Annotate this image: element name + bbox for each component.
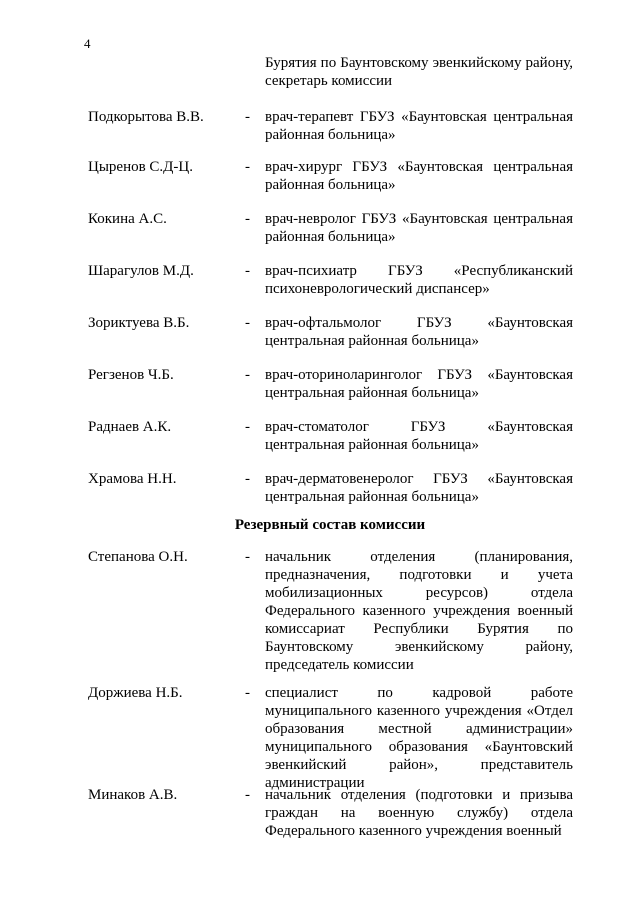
member-name: Храмова Н.Н. (88, 471, 177, 487)
member-description: врач-терапевт ГБУЗ «Баунтовская центральная районная больница» (265, 109, 573, 143)
page-number: 4 (84, 36, 91, 51)
reserve-description: начальник отделения (подготовки и призыва граждан на военную службу) отдела Федерального казенного учреждения военный (265, 787, 573, 839)
reserve-name: Доржиева Н.Б. (88, 685, 183, 701)
member-name: Цыренов С.Д-Ц. (88, 159, 193, 175)
member-dash: - (245, 109, 250, 125)
reserve-dash: - (245, 787, 250, 803)
member-name: Раднаев А.К. (88, 419, 172, 435)
member-description: врач-офтальмолог ГБУЗ «Баунтовская центральная районная больница» (265, 315, 573, 349)
reserve-dash: - (245, 549, 250, 565)
continuation-text: Бурятия по Баунтовскому эвенкийскому району, секретарь комиссии (265, 55, 573, 89)
member-dash: - (245, 159, 250, 175)
reserve-dash: - (245, 685, 250, 701)
member-description: врач-оториноларинголог ГБУЗ «Баунтовская центральная районная больница» (265, 367, 573, 401)
reserve-section-title: Резервный состав комиссии (234, 517, 426, 533)
member-name: Шарагулов М.Д. (88, 263, 194, 279)
reserve-description: специалист по кадровой работе муниципального казенного учреждения «Отдел образования местной администрации» муниципального образования «Баунтовский эвенкийский район», представитель администрации (265, 685, 573, 791)
reserve-name: Степанова О.Н. (88, 549, 188, 565)
member-description: врач-стоматолог ГБУЗ «Баунтовская центральная районная больница» (265, 419, 573, 453)
reserve-description: начальник отделения (планирования, предназначения, подготовки и учета мобилизационных ресурсов) отдела Федерального казенного учреждения военный комиссариат Республики Бурятия по Баунтовскому эвенкийскому району, председатель комиссии (265, 549, 573, 673)
member-name: Регзенов Ч.Б. (88, 367, 174, 383)
member-name: Зориктуева В.Б. (88, 315, 190, 331)
member-description: врач-психиатр ГБУЗ «Республиканский психоневрологический диспансер» (265, 263, 573, 297)
member-name: Подкорытова В.В. (88, 109, 204, 125)
member-description: врач-невролог ГБУЗ «Баунтовская центральная районная больница» (265, 211, 573, 245)
member-name: Кокина А.С. (88, 211, 167, 227)
member-dash: - (245, 367, 250, 383)
member-dash: - (245, 419, 250, 435)
member-dash: - (245, 211, 250, 227)
member-description: врач-хирург ГБУЗ «Баунтовская центральная районная больница» (265, 159, 573, 193)
member-description: врач-дерматовенеролог ГБУЗ «Баунтовская центральная районная больница» (265, 471, 573, 505)
member-dash: - (245, 471, 250, 487)
member-dash: - (245, 263, 250, 279)
member-dash: - (245, 315, 250, 331)
reserve-name: Минаков А.В. (88, 787, 178, 803)
